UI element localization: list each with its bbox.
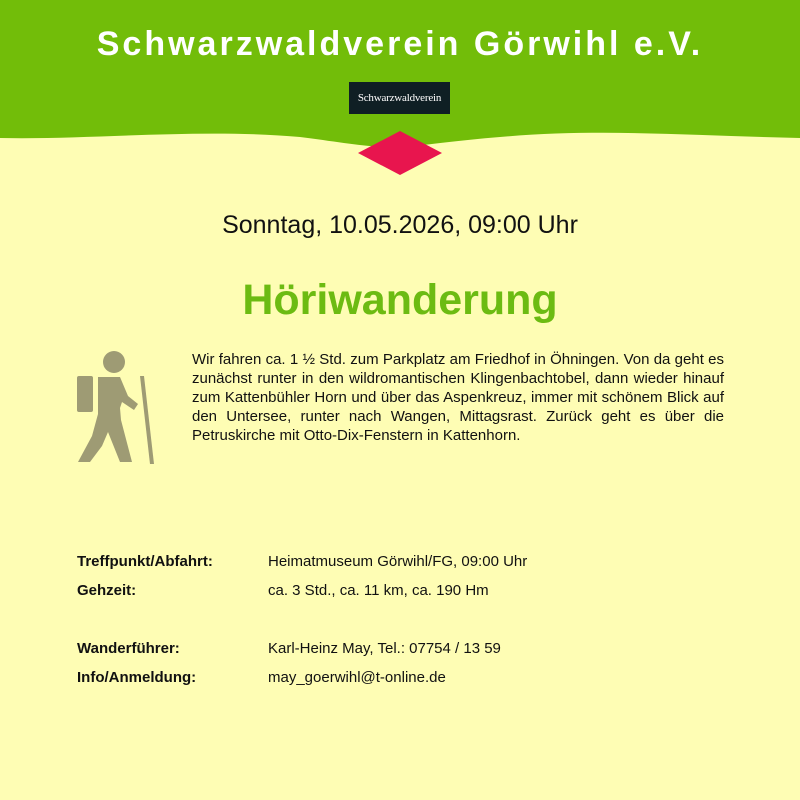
- organization-title: Schwarzwaldverein Görwihl e.V.: [96, 25, 704, 63]
- contact-email[interactable]: may_goerwihl@t-online.de: [268, 669, 446, 686]
- event-title: Höriwanderung: [242, 276, 558, 324]
- hiker-icon: [72, 348, 162, 470]
- detail-row-registration: [0, 666, 800, 690]
- detail-row-meeting-point: [0, 550, 800, 574]
- detail-value: ca. 3 Std., ca. 11 km, ca. 190 Hm: [268, 582, 489, 599]
- detail-label: Treffpunkt/Abfahrt:: [77, 553, 213, 570]
- schwarzwaldverein-logo: Schwarzwaldverein: [349, 82, 450, 114]
- detail-value: Heimatmuseum Görwihl/FG, 09:00 Uhr: [268, 553, 528, 570]
- detail-row-guide: [0, 637, 800, 661]
- detail-label: Wanderführer:: [77, 640, 180, 657]
- event-description: Wir fahren ca. 1 ½ Std. zum Parkplatz am Friedhof in Öhningen. Von da geht es zunächst runter in den wildromantischen Klingenbachtobel, dann wieder hinauf zum Kattenbühler Horn und über das Aspenkreuz, immer mit schönem Blick auf den Untersee, runter nach Wangen, Mittagsrast. Zurück geht es über die Petruskirche mit Otto-Dix-Fenstern in Kattenhorn.: [192, 351, 724, 444]
- detail-label: Info/Anmeldung:: [77, 669, 197, 686]
- detail-label: Gehzeit:: [77, 582, 137, 599]
- event-date: Sonntag, 10.05.2026, 09:00 Uhr: [222, 211, 578, 239]
- detail-value: Karl-Heinz May, Tel.: 07754 / 13 59: [268, 640, 501, 657]
- detail-row-walking-time: [0, 579, 800, 603]
